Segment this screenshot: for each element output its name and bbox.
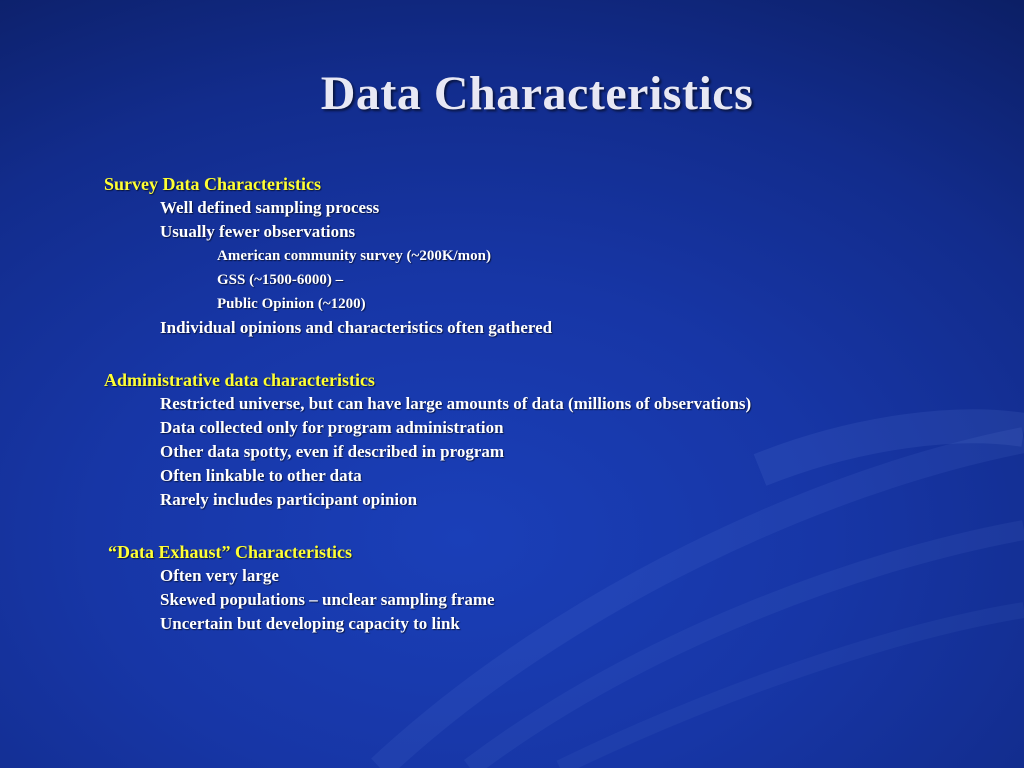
list-item: Often very large — [160, 566, 279, 585]
slide-body — [104, 172, 984, 636]
sub-list-item: GSS (~1500-6000) – — [217, 272, 344, 288]
list-item: Individual opinions and characteristics often gathered — [160, 318, 553, 337]
section-heading-survey: Survey Data Characteristics — [104, 174, 321, 194]
section-spacer — [104, 340, 984, 368]
slide-title: Data Characteristics — [320, 67, 754, 120]
list-item: Often linkable to other data — [160, 466, 362, 485]
list-item: Restricted universe, but can have large amounts of data (millions of observations) — [160, 394, 752, 413]
section-spacer — [104, 512, 984, 540]
list-item: Rarely includes participant opinion — [160, 490, 418, 509]
section-heading-data-exhaust: “Data Exhaust” Characteristics — [108, 542, 352, 562]
list-item: Skewed populations – unclear sampling frame — [160, 590, 495, 609]
list-item: Well defined sampling process — [160, 198, 380, 217]
list-item: Other data spotty, even if described in program — [160, 442, 505, 461]
list-item: Uncertain but developing capacity to link — [160, 614, 460, 633]
list-item: Usually fewer observations — [160, 222, 356, 241]
sub-list-item: Public Opinion (~1200) — [217, 296, 366, 312]
section-heading-administrative: Administrative data characteristics — [104, 370, 375, 390]
list-item: Data collected only for program administration — [160, 418, 504, 437]
sub-list-item: American community survey (~200K/mon) — [217, 248, 492, 264]
